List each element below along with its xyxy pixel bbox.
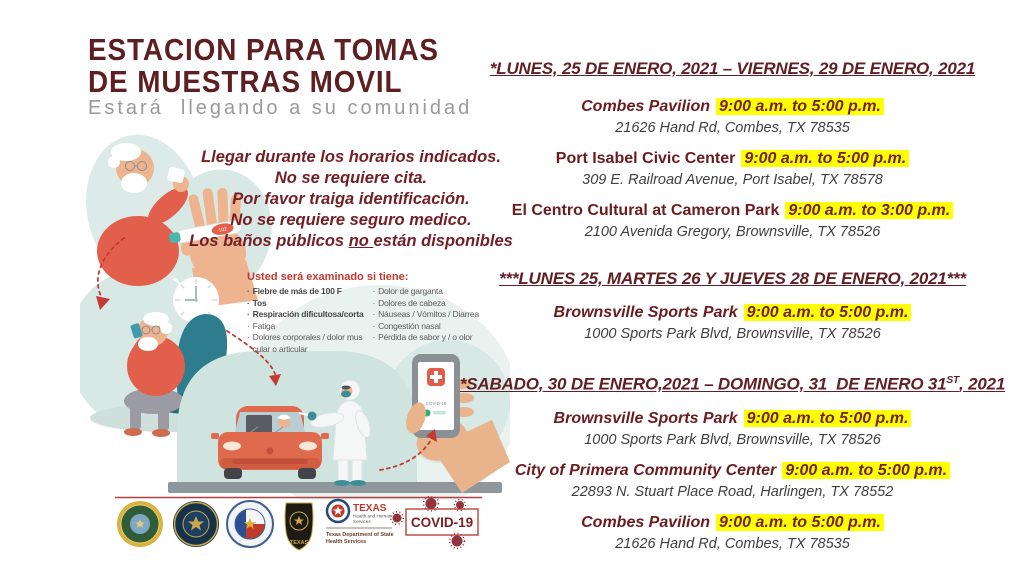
schedule-section-week1: [490, 58, 975, 252]
cameron-county-seal: [117, 501, 163, 547]
covid-19-badge: [391, 496, 478, 548]
symptoms-box: [247, 271, 483, 355]
schedule-section-special-days: [499, 252, 966, 354]
thermometer-reading: 102: [218, 226, 228, 234]
badge-label: TEXAS: [289, 540, 309, 546]
location-address: 1000 Sports Park Blvd, Brownsville, TX 78526: [584, 431, 881, 448]
schedule-heading: ***LUNES 25, MARTES 26 Y JUEVES 28 DE ENERO, 2021***: [499, 269, 966, 288]
schedule-entry: [554, 302, 912, 345]
location-time: 9:00 a.m. to 3:00 p.m.: [785, 202, 953, 219]
instruction-line: No se requiere cita.: [274, 169, 428, 187]
schedule-entry: [556, 148, 909, 191]
instruction-line: Llegar durante los horarios indicados.: [201, 148, 501, 166]
symptom-item: · Congestión nasal: [372, 320, 441, 331]
schedule-entry: [515, 460, 950, 503]
page-subtitle: Estará llegando a su comunidad: [88, 97, 473, 119]
location-address: 22893 N. Stuart Place Road, Harlingen, TX 78552: [571, 483, 894, 500]
schedule-entry: [581, 96, 884, 139]
covid-19-label: COVID-19: [410, 515, 474, 530]
location-time: 9:00 a.m. to 5:00 p.m.: [744, 410, 912, 427]
texas-military-department-seal: [173, 501, 219, 547]
schedule-entry: [581, 512, 884, 555]
symptom-item: · Tos: [247, 297, 267, 308]
symptoms-header: Usted será examinado si tiene:: [247, 271, 409, 283]
instructions-block: [186, 147, 516, 252]
dshs-label-1: Texas Department of State: [326, 532, 394, 538]
location-name: Brownsville Sports Park: [553, 304, 738, 321]
location-address: 21626 Hand Rd, Combes, TX 78535: [615, 535, 850, 552]
texas-division-of-emergency-management-seal: [227, 501, 273, 547]
location-name: Port Isabel Civic Center: [555, 150, 736, 167]
symptom-item: · Fiebre de más de 100 F: [247, 286, 342, 296]
symptom-item: · Fatiga: [247, 320, 276, 331]
schedule-panel: [459, 58, 1006, 564]
schedule-section-weekend: [460, 354, 1005, 564]
location-name: Combes Pavilion: [581, 98, 711, 115]
texas-dps-badge: [285, 503, 313, 550]
location-name: City of Primera Community Center: [514, 461, 777, 479]
location-time: 9:00 a.m. to 5:00 p.m.: [741, 150, 909, 167]
location-address: 21626 Hand Rd, Combes, TX 78535: [615, 120, 850, 136]
symptoms-left-column: [247, 286, 367, 355]
hhs-texas-label: TEXAS: [353, 503, 387, 514]
instruction-line: Por favor traiga identificación.: [232, 190, 470, 208]
symptom-item: · Respiración dificultosa/corta: [247, 309, 364, 319]
location-time: 9:00 a.m. to 5:00 p.m.: [782, 462, 950, 479]
location-time: 9:00 a.m. to 5:00 p.m.: [716, 514, 884, 531]
phone-app-label: COVID-19: [425, 401, 447, 406]
texas-hhs-logo: [326, 500, 394, 545]
hhs-sub-label-2: Services: [353, 519, 371, 524]
location-time: 9:00 a.m. to 5:00 p.m.: [716, 98, 884, 115]
schedule-entry: [512, 200, 953, 243]
location-time: 9:00 a.m. to 5:00 p.m.: [744, 304, 912, 321]
location-address: 309 E. Railroad Avenue, Port Isabel, TX 78578: [582, 172, 883, 188]
schedule-heading: *SABADO, 30 DE ENERO,2021 – DOMINGO, 31 DE ENERO 31ST, 2021: [459, 374, 1006, 394]
dshs-label-2: Health Services: [326, 539, 367, 545]
title-line-1: ESTACION PARA TOMAS: [88, 32, 439, 67]
location-name: Combes Pavilion: [581, 513, 711, 531]
location-address: 1000 Sports Park Blvd, Brownsville, TX 78526: [584, 326, 881, 342]
symptoms-right-column: [372, 286, 483, 355]
symptom-item: · Dolores de cabeza: [372, 297, 446, 308]
instruction-line: No se requiere seguro medico.: [230, 211, 472, 229]
location-name: Brownsville Sports Park: [553, 409, 738, 427]
symptom-item: · Náuseas / Vómitos / Diarrea: [372, 309, 479, 319]
location-address: 2100 Avenida Gregory, Brownsville, TX 78526: [584, 224, 881, 240]
symptom-item: · Dolores corporales / dolor mus cular o articular: [247, 332, 363, 354]
symptom-item: · Dolor de garganta: [372, 286, 443, 296]
hhs-sub-label-1: Health and Human: [353, 513, 392, 519]
title-line-2: DE MUESTRAS MOVIL: [88, 64, 403, 99]
schedule-heading: *LUNES, 25 DE ENERO, 2021 – VIERNES, 29 DE ENERO, 2021: [489, 59, 976, 78]
symptom-item: · Pérdida de sabor y / o olor: [372, 332, 473, 342]
page-title: [88, 34, 439, 98]
footer-logos: [110, 496, 500, 558]
schedule-entry: [554, 408, 912, 451]
instruction-line: Los baños públicos no están disponibles: [189, 232, 513, 250]
location-name: El Centro Cultural at Cameron Park: [511, 202, 780, 219]
